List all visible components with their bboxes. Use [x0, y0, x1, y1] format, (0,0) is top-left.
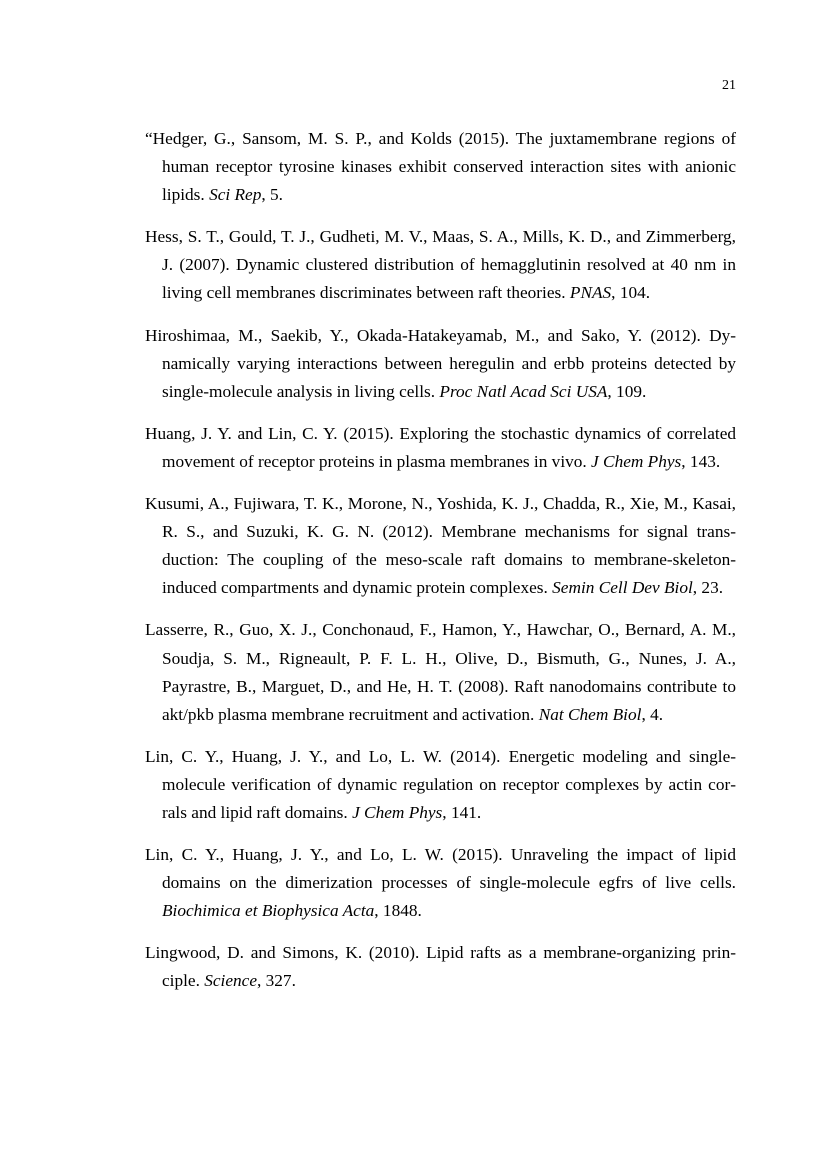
- journal-name: Proc Natl Acad Sci USA: [439, 381, 608, 401]
- reference-volume: , 109.: [607, 381, 647, 401]
- journal-name: Science: [204, 971, 257, 991]
- journal-name: PNAS: [569, 283, 612, 303]
- reference-volume: , 104.: [611, 283, 651, 303]
- page-number: 21: [722, 78, 736, 93]
- reference-volume: , 327.: [257, 971, 296, 991]
- reference-volume: , 143.: [681, 451, 721, 471]
- reference-text: Lin, C. Y., Huang, J. Y., and Lo, L. W. (2014). Energetic modeling and single-molecule verification of dynamic regulation on receptor complexes by actin corrals and lipid raft domains.: [145, 746, 736, 822]
- reference-text: Hess, S. T., Gould, T. J., Gudheti, M. V., Maas, S. A., Mills, K. D., and Zimmerberg, J. (2007). Dynamic clustered distribution of hemagglutinin resolved at 40 nm in living cell membranes discriminates between raft theories.: [145, 227, 736, 303]
- reference-entry-lingwood-2010: [145, 939, 736, 995]
- journal-name: J Chem Phys: [352, 802, 443, 822]
- reference-entry-kusumi-2012: [145, 490, 736, 602]
- reference-list: [145, 125, 736, 1010]
- journal-name: J Chem Phys: [591, 451, 682, 471]
- reference-volume: , 1848.: [374, 901, 422, 921]
- reference-volume: , 5.: [261, 185, 283, 205]
- reference-text: “Hedger, G., Sansom, M. S. P., and Kolds (2015). The juxtamembrane regions of human receptor tyrosine kinases exhibit conserved interaction sites with anionic lipids.: [145, 129, 736, 205]
- journal-name: Nat Chem Biol: [538, 704, 642, 724]
- reference-entry-hedger-2015: [145, 125, 736, 209]
- journal-name: Semin Cell Dev Biol: [552, 578, 693, 598]
- reference-text: Lasserre, R., Guo, X. J., Conchonaud, F., Hamon, Y., Hawchar, O., Bernard, A. M., Soudja, S. M., Rigneault, P. F. L. H., Olive, D., Bismuth, G., Nunes, J. A., Payrastre, B., Marguet, D., and He, H. T. (2008). Raft nanodomains contribute to akt/pkb plasma membrane recruitment and activation.: [145, 620, 736, 724]
- reference-entry-hiroshimaa-2012: [145, 322, 736, 406]
- reference-entry-lin-2015: [145, 841, 736, 925]
- reference-text: Lin, C. Y., Huang, J. Y., and Lo, L. W. (2015). Unraveling the impact of lipid domains on the dimerization processes of single-molecule egfrs of live cells.: [145, 845, 736, 893]
- reference-text: Kusumi, A., Fujiwara, T. K., Morone, N., Yoshida, K. J., Chadda, R., Xie, M., Kasai, R. S., and Suzuki, K. G. N. (2012). Membrane mechanisms for signal transduction: The coupling of the meso-scale raft domains to membrane-skeleton-induced compartments and dynamic protein complexes.: [145, 494, 736, 598]
- reference-text: Huang, J. Y. and Lin, C. Y. (2015). Exploring the stochastic dynamics of correlated movement of receptor proteins in plasma membranes in vivo.: [145, 423, 736, 471]
- reference-volume: , 23.: [692, 578, 724, 598]
- reference-entry-lin-2014: [145, 743, 736, 827]
- reference-volume: , 4.: [641, 704, 664, 724]
- reference-entry-lasserre-2008: [145, 616, 736, 728]
- journal-name: Biochimica et Biophysica Acta: [162, 901, 375, 921]
- reference-entry-hess-2007: [145, 223, 736, 307]
- reference-text: Lingwood, D. and Simons, K. (2010). Lipid rafts as a membrane-organizing principle.: [145, 943, 736, 991]
- reference-entry-huang-2015: [145, 420, 736, 476]
- journal-name: Sci Rep: [209, 185, 262, 205]
- reference-volume: , 141.: [442, 802, 482, 822]
- reference-text: Hiroshimaa, M., Saekib, Y., Okada-Hatakeyamab, M., and Sako, Y. (2012). Dynamically varying interactions between heregulin and erbb proteins detected by single-molecule analysis in living cells.: [145, 325, 736, 401]
